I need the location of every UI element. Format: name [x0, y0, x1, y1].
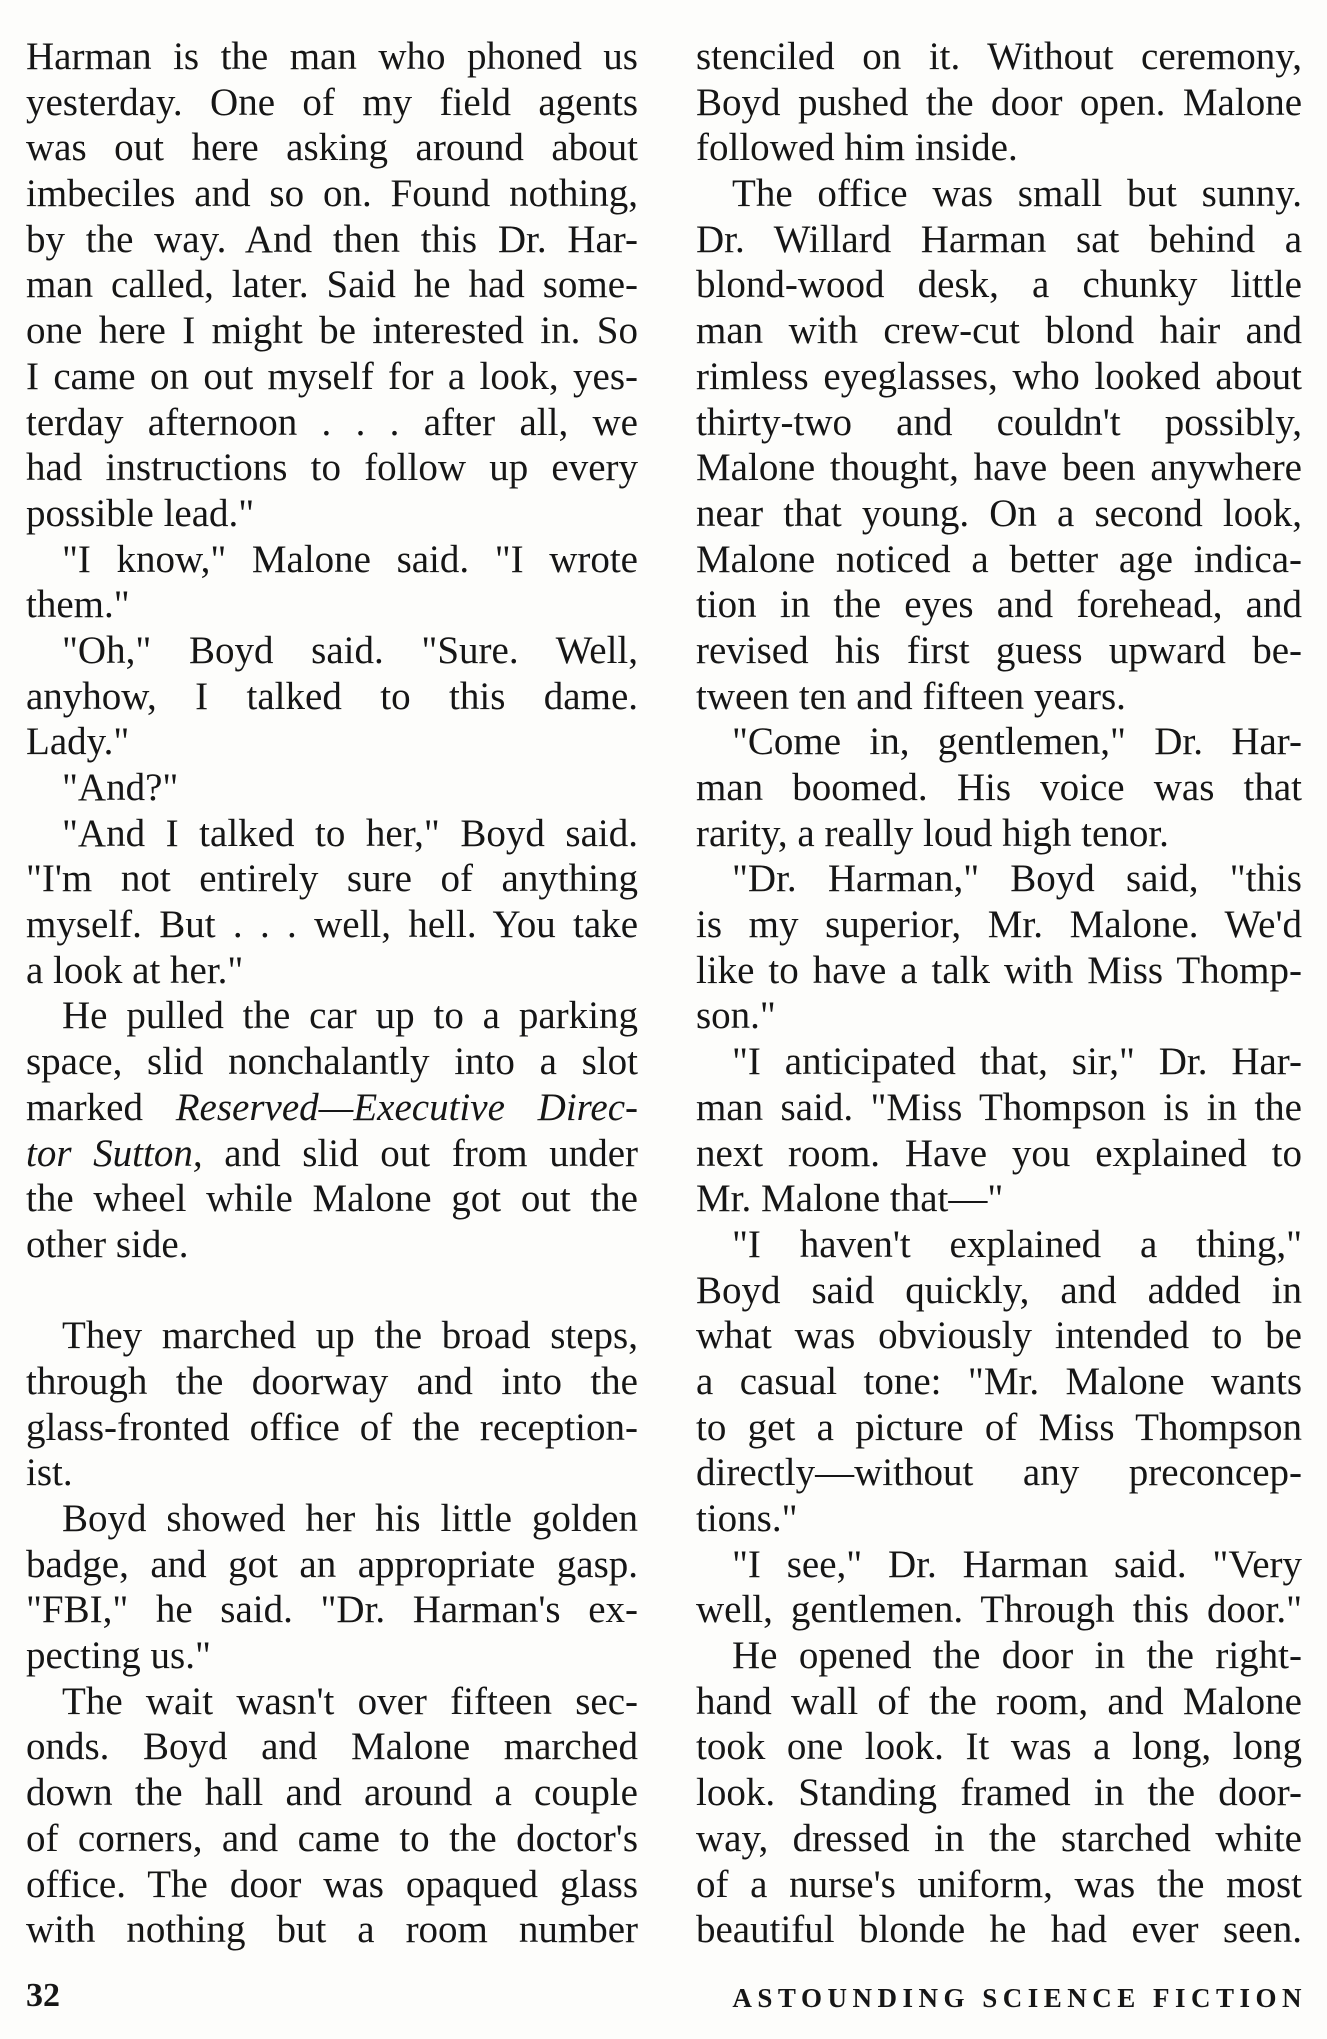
text-line: was out here asking around about	[26, 126, 638, 170]
text-line: They marched up the broad steps,	[62, 1314, 638, 1358]
text-line: what was obviously intended to be	[696, 1314, 1302, 1358]
text-line: look. Standing framed in the door-	[696, 1771, 1302, 1815]
text-line: had instructions to follow up every	[26, 446, 638, 490]
text-line: a casual tone: "Mr. Malone wants	[696, 1359, 1302, 1403]
text-line: one here I might be interested in. So	[26, 309, 638, 353]
text-line	[26, 1131, 638, 1177]
text-line: He opened the door in the right-	[732, 1634, 1302, 1678]
text-line: to get a picture of Miss Thompson	[696, 1405, 1302, 1449]
right-column	[696, 34, 1302, 1953]
text-line: Malone thought, have been anywhere	[696, 446, 1302, 490]
text-line: beautiful blonde he had ever seen.	[696, 1908, 1302, 1952]
text-line: The wait wasn't over fifteen sec-	[62, 1679, 638, 1723]
text-run: marked	[26, 1085, 176, 1129]
text-line: by the way. And then this Dr. Har-	[26, 217, 638, 261]
text-line: Boyd showed her his little golden	[62, 1497, 638, 1540]
text-line: directly—without any preconcep-	[696, 1451, 1302, 1495]
text-line: terday afternoon . . . after all, we	[26, 400, 638, 444]
text-line: Harman is the man who phoned us	[26, 35, 638, 78]
text-line: hand wall of the room, and Malone	[696, 1679, 1302, 1723]
text-line: "And I talked to her," Boyd said.	[62, 811, 638, 855]
text-line: "I know," Malone said. "I wrote	[62, 537, 638, 581]
text-line: space, slid nonchalantly into a slot	[26, 1040, 638, 1084]
text-line: man boomed. His voice was that	[696, 766, 1302, 809]
text-line: Dr. Willard Harman sat behind a	[696, 217, 1302, 261]
left-column	[26, 34, 638, 1953]
text-line: ist.	[26, 1451, 73, 1495]
text-line: "And?"	[62, 766, 179, 809]
text-line: "Come in, gentlemen," Dr. Har-	[732, 720, 1302, 764]
text-line: glass-fronted office of the reception-	[26, 1405, 638, 1449]
text-line: of a nurse's uniform, was the most	[696, 1862, 1302, 1906]
text-line: Lady."	[26, 720, 130, 764]
text-line: blond-wood desk, a chunky little	[696, 263, 1302, 307]
text-line: like to have a talk with Miss Thomp-	[696, 948, 1302, 992]
text-line: well, gentlemen. Through this door."	[696, 1588, 1302, 1632]
text-line: revised his first guess upward be-	[696, 628, 1302, 672]
text-line: man said. "Miss Thompson is in the	[696, 1085, 1302, 1129]
text-line: of corners, and came to the doctor's	[26, 1816, 638, 1860]
text-line: stenciled on it. Without ceremony,	[696, 35, 1302, 78]
text-line: rimless eyeglasses, who looked about	[696, 354, 1302, 398]
text-line: followed him inside.	[696, 126, 1018, 170]
text-line: The office was small but sunny.	[732, 172, 1302, 216]
text-line: "Oh," Boyd said. "Sure. Well,	[62, 628, 638, 672]
text-line: rarity, a really loud high tenor.	[696, 811, 1169, 855]
text-line: I came on out myself for a look, yes-	[26, 354, 638, 398]
text-line: imbeciles and so on. Found nothing,	[26, 172, 638, 216]
text-line: is my superior, Mr. Malone. We'd	[696, 903, 1302, 947]
text-line	[26, 1085, 638, 1131]
text-line: Boyd pushed the door open. Malone	[696, 80, 1302, 124]
text-line: badge, and got an appropriate gasp.	[26, 1542, 638, 1586]
text-line: "I'm not entirely sure of anything	[26, 857, 638, 901]
text-line: with nothing but a room number	[26, 1908, 638, 1952]
italic-text-run: Reserved—Executive Direc-	[175, 1085, 638, 1129]
text-line: a look at her."	[26, 948, 244, 992]
text-line: He pulled the car up to a parking	[62, 994, 638, 1038]
text-line: tween ten and fifteen years.	[696, 674, 1126, 718]
text-line: possible lead."	[26, 491, 255, 535]
text-line: yesterday. One of my field agents	[26, 80, 638, 124]
text-line: anyhow, I talked to this dame.	[26, 674, 638, 718]
italic-text-run: tor Sutton,	[26, 1131, 203, 1175]
section-break	[26, 1268, 638, 1314]
text-line: "Dr. Harman," Boyd said, "this	[732, 857, 1302, 901]
text-line: Malone noticed a better age indica-	[696, 537, 1302, 581]
text-line: "I anticipated that, sir," Dr. Har-	[732, 1040, 1302, 1084]
text-line: through the doorway and into the	[26, 1359, 638, 1403]
text-line: son."	[696, 994, 776, 1038]
text-line: next room. Have you explained to	[696, 1131, 1302, 1175]
running-footer-title: ASTOUNDING SCIENCE FICTION	[732, 1983, 1307, 2013]
text-line: myself. But . . . well, hell. You take	[26, 903, 638, 947]
text-line: man with crew-cut blond hair and	[696, 309, 1302, 353]
text-line: Mr. Malone that—"	[696, 1177, 1004, 1221]
text-line: pecting us."	[26, 1634, 211, 1678]
text-line: them."	[26, 583, 130, 627]
page-number: 32	[26, 1977, 60, 2014]
text-line: "I see," Dr. Harman said. "Very	[732, 1542, 1302, 1586]
text-line: took one look. It was a long, long	[696, 1725, 1302, 1769]
text-line: man called, later. Said he had some-	[26, 263, 638, 307]
text-line: the wheel while Malone got out the	[26, 1177, 638, 1221]
text-line: Boyd said quickly, and added in	[696, 1268, 1302, 1312]
text-line: "I haven't explained a thing,"	[732, 1222, 1302, 1266]
text-line: tions."	[696, 1497, 798, 1540]
text-line: down the hall and around a couple	[26, 1771, 638, 1815]
text-line: near that young. On a second look,	[696, 491, 1302, 535]
text-line: tion in the eyes and forehead, and	[696, 583, 1302, 627]
text-line: onds. Boyd and Malone marched	[26, 1725, 638, 1769]
text-run: and slid out from under	[202, 1131, 638, 1175]
text-line: thirty-two and couldn't possibly,	[696, 400, 1302, 444]
text-line: "FBI," he said. "Dr. Harman's ex-	[26, 1588, 638, 1632]
text-line: way, dressed in the starched white	[696, 1816, 1302, 1860]
text-line: office. The door was opaqued glass	[26, 1862, 638, 1906]
text-line: other side.	[26, 1222, 189, 1266]
